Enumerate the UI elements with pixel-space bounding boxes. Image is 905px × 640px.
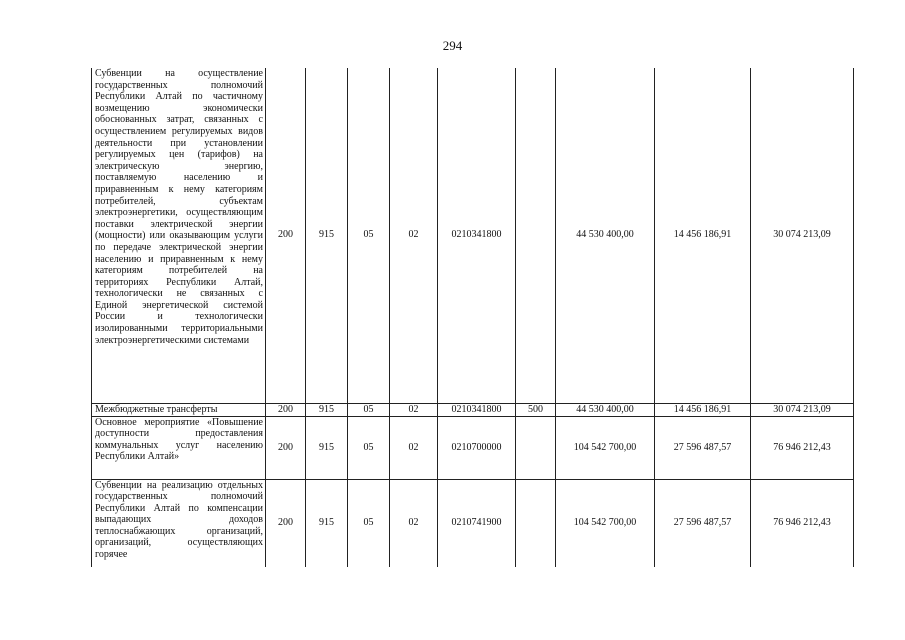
cell-c4: 02 xyxy=(390,416,438,479)
table-row xyxy=(92,416,854,479)
cell-c3: 05 xyxy=(348,479,390,567)
cell-c1: 200 xyxy=(266,416,306,479)
table-row xyxy=(92,403,854,416)
cell-sum2: 14 456 186,91 xyxy=(655,403,751,416)
page-number: 294 xyxy=(442,38,463,53)
cell-vr xyxy=(516,68,556,403)
cell-sum1: 104 542 700,00 xyxy=(556,479,655,567)
cell-sum2: 27 596 487,57 xyxy=(655,416,751,479)
cell-c2: 915 xyxy=(306,479,348,567)
cell-code: 0210741900 xyxy=(438,479,516,567)
row-name: Субвенции на осуществление государственных полномочий Республики Алтай по частичному возмещению экономически обоснованных затрат, связанных с осуществлением регулируемых видов деятельности при установлении регулируемых цен (тарифов) на электрическую энергию, поставляемую населению и приравненным к нему категориям потребителей, субъектам электроэнергетики, осуществляющим поставки электрической энергии (мощности) или оказывающим услуги по передаче электрической энергии населению и приравненным к нему категориям потребителей на территориях Республики Алтай, технологически не связанных с Единой энергетической системой России и технологически изолированными территориальными электроэнергетическими системами xyxy=(92,68,266,403)
cell-c3: 05 xyxy=(348,416,390,479)
cell-sum3: 76 946 212,43 xyxy=(751,479,854,567)
cell-code: 0210700000 xyxy=(438,416,516,479)
cell-c1: 200 xyxy=(266,403,306,416)
table-row xyxy=(92,479,854,567)
row-name: Основное мероприятие «Повышение доступности предоставления коммунальных услуг населению Республики Алтай» xyxy=(92,416,266,479)
budget-table xyxy=(91,68,854,567)
cell-sum1: 104 542 700,00 xyxy=(556,416,655,479)
cell-c1: 200 xyxy=(266,68,306,403)
cell-c3: 05 xyxy=(348,68,390,403)
cell-c2: 915 xyxy=(306,416,348,479)
cell-sum1: 44 530 400,00 xyxy=(556,403,655,416)
cell-vr: 500 xyxy=(516,403,556,416)
cell-c4: 02 xyxy=(390,68,438,403)
cell-c4: 02 xyxy=(390,479,438,567)
cell-vr xyxy=(516,416,556,479)
cell-c3: 05 xyxy=(348,403,390,416)
cell-vr xyxy=(516,479,556,567)
table-row xyxy=(92,68,854,403)
cell-code: 0210341800 xyxy=(438,403,516,416)
row-name: Субвенции на реализацию отдельных государственных полномочий Республики Алтай по компенсации выпадающих доходов теплоснабжающих организаций, организаций, осуществляющих горячее xyxy=(92,479,266,567)
cell-sum3: 76 946 212,43 xyxy=(751,416,854,479)
row-name: Межбюджетные трансферты xyxy=(92,403,266,416)
cell-c2: 915 xyxy=(306,403,348,416)
cell-code: 0210341800 xyxy=(438,68,516,403)
cell-sum1: 44 530 400,00 xyxy=(556,68,655,403)
cell-sum2: 27 596 487,57 xyxy=(655,479,751,567)
cell-c1: 200 xyxy=(266,479,306,567)
cell-c4: 02 xyxy=(390,403,438,416)
cell-sum2: 14 456 186,91 xyxy=(655,68,751,403)
cell-c2: 915 xyxy=(306,68,348,403)
cell-sum3: 30 074 213,09 xyxy=(751,68,854,403)
cell-sum3: 30 074 213,09 xyxy=(751,403,854,416)
